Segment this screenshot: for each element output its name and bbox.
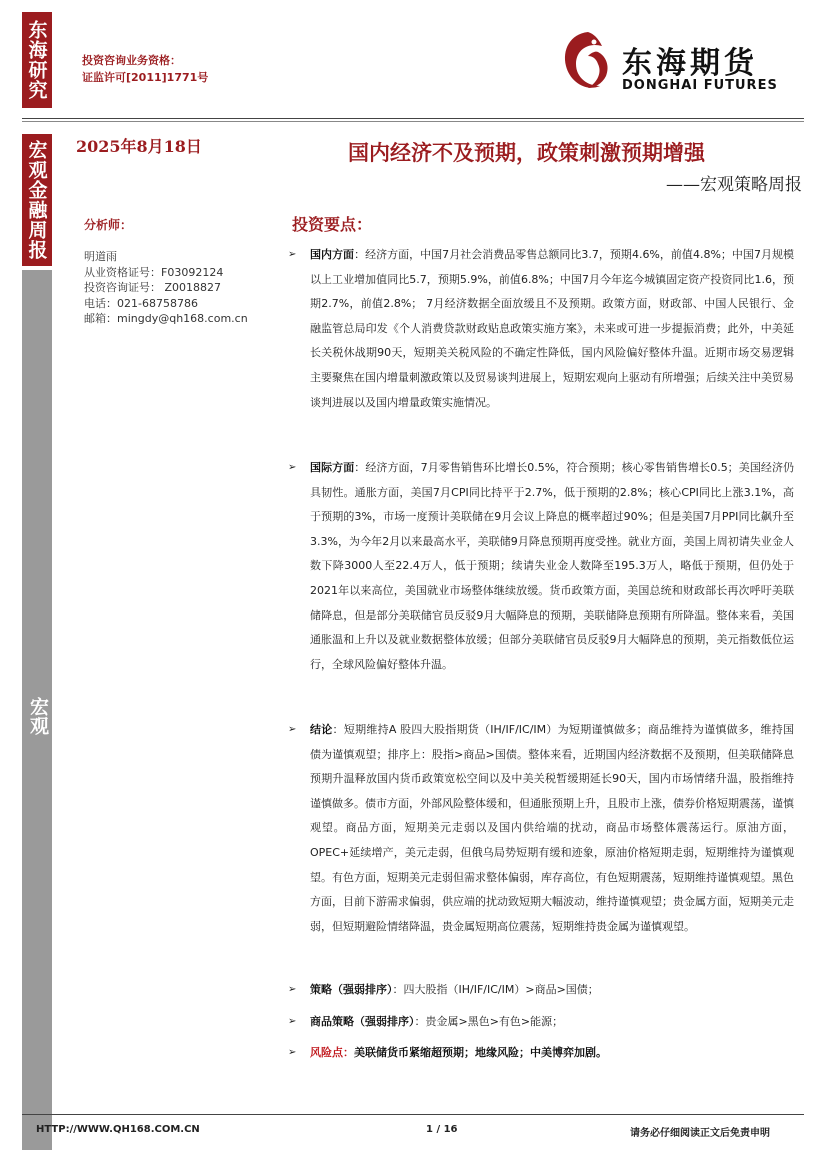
bullet-strategy — [288, 978, 794, 1003]
bullet-international-label: 国际方面 — [310, 461, 355, 474]
bullet-domestic — [288, 243, 794, 415]
brand-side-label-text: 东海研究 — [25, 20, 48, 100]
bullet-arrow-icon: ➢ — [288, 1047, 297, 1058]
footer-disclaimer: 请务必仔细阅读正文后免责申明 — [630, 1128, 770, 1139]
bullet-conclusion — [288, 718, 794, 939]
report-subtitle: ——宏观策略周报 — [666, 175, 802, 195]
bullet-domestic-text: ：经济方面，中国7月社会消费品零售总额同比3.7，预期4.6%，前值4.8%；中国7月规模以上工业增加值同比5.7，预期5.9%，前值6.8%；中国7月今年迄今城镇固定资产投资同比1.6，预期2.7%，前值2.8%； 7月经济数据全面放缓且不及预期。政策方面，财政部、中国人民银行、金融监管总局印发《个人消费贷款财政贴息政策实施方案》，未来或可进一步提振消费；此外，中美延长关税休战期90天，短期美关税风险的不确定性降低，国内风险偏好整体升温。近期市场交易逻辑主要聚焦在国内增量刺激政策以及贸易谈判进展上，短期宏观向上驱动有所增强；后续关注中美贸易谈判进展以及国内增量政策实施情况。 — [310, 248, 794, 409]
license-qualification — [82, 52, 208, 86]
category-side-label-text: 宏观金融周报 — [25, 140, 48, 260]
bullet-strategy-label: 策略（强弱排序） — [310, 983, 393, 996]
footer-divider — [22, 1114, 804, 1115]
sub-category-side-label-text: 宏观 — [27, 697, 49, 735]
bullet-commodity-strategy-label: 商品策略（强弱排序） — [310, 1015, 415, 1028]
category-side-label — [22, 134, 52, 266]
logo-chinese-name: 东海期货 — [622, 46, 758, 81]
sub-category-side-label — [22, 270, 52, 1150]
bullet-risk-label: 风险点： — [310, 1046, 354, 1059]
bullet-commodity-strategy — [288, 1010, 794, 1035]
bullet-arrow-icon: ➢ — [288, 249, 297, 260]
company-logo — [558, 24, 803, 104]
bullet-international-body — [310, 456, 794, 677]
bullet-commodity-strategy-body — [310, 1010, 794, 1035]
footer-url[interactable] — [36, 1124, 200, 1135]
bullet-domestic-label: 国内方面 — [310, 248, 355, 261]
dragon-emblem-icon — [558, 26, 618, 98]
footer-url-text: HTTP://WWW.QH168.COM.CN — [36, 1124, 200, 1135]
bullet-risk — [288, 1041, 794, 1066]
bullet-international-text: ：经济方面，7月零售销售环比增长0.5%，符合预期；核心零售销售增长0.5；美国经济仍具韧性。通胀方面，美国7月CPI同比持平于2.7%，低于预期的2.8%；核心CPI同比上涨3.1%，高于预期的3%，市场一度预计美联储在9月会议上降息的概率超过90%；但是美国7月PPI同比飙升至3.3%，为今年2月以来最高水平，美联储9月降息预期再度受挫。就业方面，美国上周初请失业金人数下降3000人至22.4万人，低于预期；续请失业金人数降至195.3万人，略低于预期，但仍处于2021年以来高位，美国就业市场整体继续放缓。货币政策方面，美国总统和财政部长再次呼吁美联储降息，但是部分美联储官员反驳9月大幅降息的预期，美联储降息预期有所降温。整体来看，美国通胀温和上升以及就业数据整体放缓；但部分美联储官员反驳9月大幅降息的预期，美元指数低位运行，全球风险偏好整体升温。 — [310, 461, 795, 671]
analyst-email-text: 邮箱：mingdy@qh168.com.cn — [84, 312, 248, 326]
bullet-risk-text: 美联储货币紧缩超预期；地缘风险；中美博弈加剧。 — [354, 1046, 607, 1059]
bullet-strategy-body — [310, 978, 794, 1003]
bullet-arrow-icon: ➢ — [288, 724, 297, 735]
bullet-arrow-icon: ➢ — [288, 1016, 297, 1027]
qualification-line-2: 证监许可[2011]1771号 — [82, 71, 209, 84]
analyst-phone: 电话：021-68758786 — [84, 296, 198, 310]
bullet-conclusion-body — [310, 718, 794, 939]
page-number: 1 / 16 — [426, 1124, 458, 1135]
analyst-license: 从业资格证号：F03092124 — [84, 265, 224, 279]
analyst-name: 明道雨 — [84, 250, 117, 263]
bullet-arrow-icon: ➢ — [288, 462, 297, 473]
bullet-international — [288, 456, 794, 677]
report-date: 2025年8月18日 — [76, 137, 202, 156]
header-divider-2 — [22, 121, 804, 122]
report-title: 国内经济不及预期，政策刺激预期增强 — [348, 141, 705, 165]
bullet-conclusion-text: ：短期维持A 股四大股指期货（IH/IF/IC/IM）为短期谨慎做多；商品维持为谨慎做多，维持国债为谨慎观望；排序上：股指>商品>国债。整体来看，近期国内经济数据不及预期，但美联储降息预期升温释放国内货币政策宽松空间以及中美关税暂缓期延长90天，国内市场情绪升温，股指维持谨慎做多。债市方面，外部风险整体缓和，但通胀预期上升，且股市上涨，债券价格短期震荡，谨慎观望。商品方面，短期美元走弱以及国内供给端的扰动，商品市场整体震荡运行。原油方面，OPEC+延续增产，美元走弱，但俄乌局势短期有缓和迹象，原油价格短期走弱，短期维持为谨慎观望。有色方面，短期美元走弱但需求整体偏弱，库存高位，有色短期震荡，短期维持谨慎观望。黑色方面，目前下游需求偏弱，供应端的扰动致短期大幅波动，维持谨慎观望；贵金属方面，短期美元走弱，但短期避险情绪降温，贵金属短期高位震荡，短期维持贵金属为谨慎观望。 — [310, 723, 795, 933]
bullet-commodity-strategy-text: ：贵金属>黑色>有色>能源； — [414, 1015, 564, 1028]
bullet-conclusion-label: 结论 — [310, 723, 333, 736]
analyst-consult-license: 投资咨询证号： Z0018827 — [84, 281, 222, 295]
header-divider — [22, 118, 804, 119]
bullet-strategy-text: ：四大股指（IH/IF/IC/IM）>商品>国债； — [392, 983, 599, 996]
bullet-arrow-icon: ➢ — [288, 984, 297, 995]
bullet-risk-body — [310, 1041, 794, 1066]
bullet-domestic-body — [310, 243, 794, 415]
qualification-line-1: 投资咨询业务资格： — [82, 54, 181, 67]
analyst-email[interactable] — [84, 311, 248, 327]
analyst-heading: 分析师： — [84, 218, 133, 232]
analyst-info — [84, 249, 248, 327]
key-points-heading: 投资要点： — [292, 215, 373, 234]
logo-english-name: DONGHAI FUTURES — [622, 78, 778, 93]
brand-side-label — [22, 12, 52, 108]
